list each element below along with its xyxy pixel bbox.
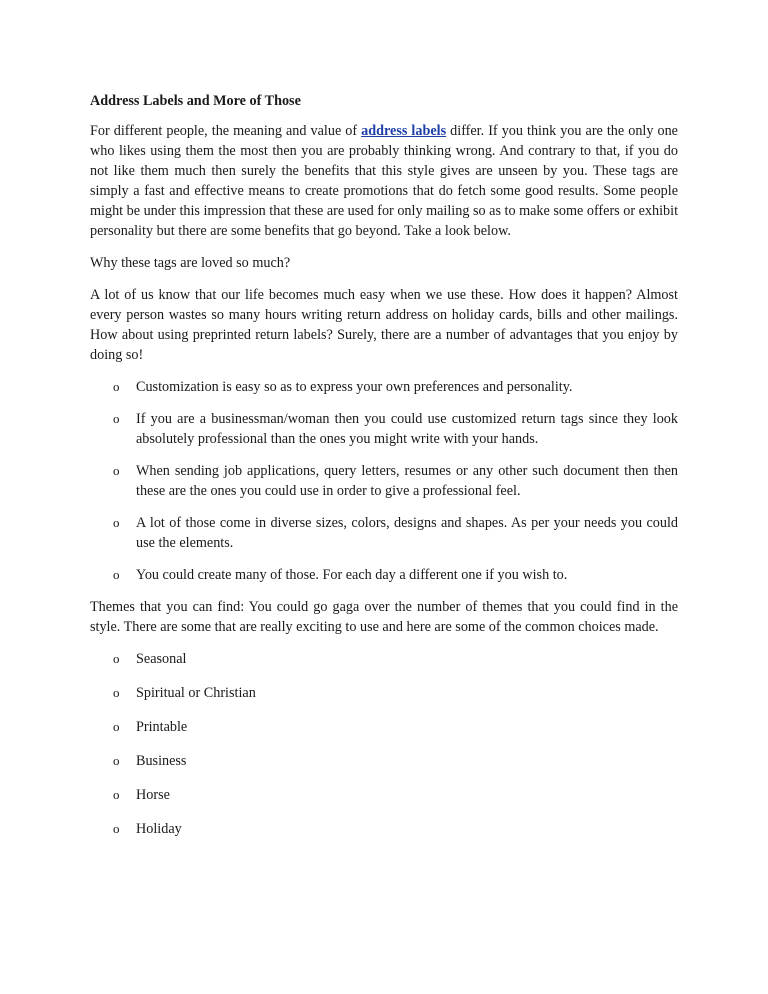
bullet-icon: o	[113, 411, 120, 426]
document-title: Address Labels and More of Those	[90, 93, 301, 109]
list-item	[90, 513, 678, 553]
list-item	[90, 409, 678, 449]
list-item-text: If you are a businessman/woman then you could use customized return tags since they look absolutely professional than the ones you might write with your hands.	[136, 411, 678, 447]
bullet-icon: o	[113, 787, 120, 802]
bullet-icon: o	[113, 719, 120, 734]
bullet-icon: o	[113, 379, 120, 394]
list-item-text: Printable	[136, 719, 188, 735]
intro-text-after-link: differ. If you think you are the only one who likes using them the most then you are probably thinking wrong. And contrary to that, if you do not like them much then surely the benefits that this style gives are unseen by you. These tags are simply a fast and effective means to create promotions that do fetch some good results. Some people might be under this impression that these are used for only mailing so as to make some offers or exhibit personality but there are some benefits that go beyond. Take a look below.	[90, 123, 679, 239]
list-item-text: Horse	[136, 787, 170, 803]
list-item	[90, 751, 678, 771]
list-item-text: When sending job applications, query letters, resumes or any other such document then then these are the ones you could use in order to give a professional feel.	[136, 463, 678, 499]
bullet-icon: o	[113, 753, 120, 768]
list-item	[90, 377, 678, 397]
intro-text-before-link: For different people, the meaning and value of	[90, 123, 362, 139]
list-item-text: Seasonal	[136, 651, 187, 667]
list-item-text: Customization is easy so as to express your own preferences and personality.	[136, 379, 573, 395]
benefits-list	[90, 377, 678, 585]
paragraph-3: Themes that you can find: You could go gaga over the number of themes that you could find in the style. There are some that are really exciting to use and here are some of the common choices made.	[90, 599, 678, 635]
themes-list	[90, 649, 678, 839]
list-item-text: Spiritual or Christian	[136, 685, 256, 701]
subheading: Why these tags are loved so much?	[90, 255, 291, 271]
list-item	[90, 819, 678, 839]
list-item	[90, 649, 678, 669]
bullet-icon: o	[113, 651, 120, 666]
list-item	[90, 565, 678, 585]
document-page	[90, 91, 678, 853]
bullet-icon: o	[113, 515, 120, 530]
list-item-text: You could create many of those. For each day a different one if you wish to.	[136, 567, 568, 583]
address-labels-link[interactable]: address labels	[361, 123, 447, 139]
bullet-icon: o	[113, 463, 120, 478]
list-item	[90, 717, 678, 737]
list-item-text: A lot of those come in diverse sizes, colors, designs and shapes. As per your needs you could use the elements.	[136, 515, 678, 551]
bullet-icon: o	[113, 567, 120, 582]
paragraph-2: A lot of us know that our life becomes much easy when we use these. How does it happen? Almost every person wastes so many hours writing return address on holiday cards, bills and other mailings. How about using preprinted return labels? Surely, there are a number of advantages that you enjoy by doing so!	[90, 287, 678, 363]
list-item-text: Holiday	[136, 821, 182, 837]
list-item	[90, 461, 678, 501]
list-item-text: Business	[136, 753, 187, 769]
bullet-icon: o	[113, 685, 120, 700]
list-item	[90, 683, 678, 703]
intro-paragraph	[90, 121, 678, 241]
bullet-icon: o	[113, 821, 120, 836]
list-item	[90, 785, 678, 805]
